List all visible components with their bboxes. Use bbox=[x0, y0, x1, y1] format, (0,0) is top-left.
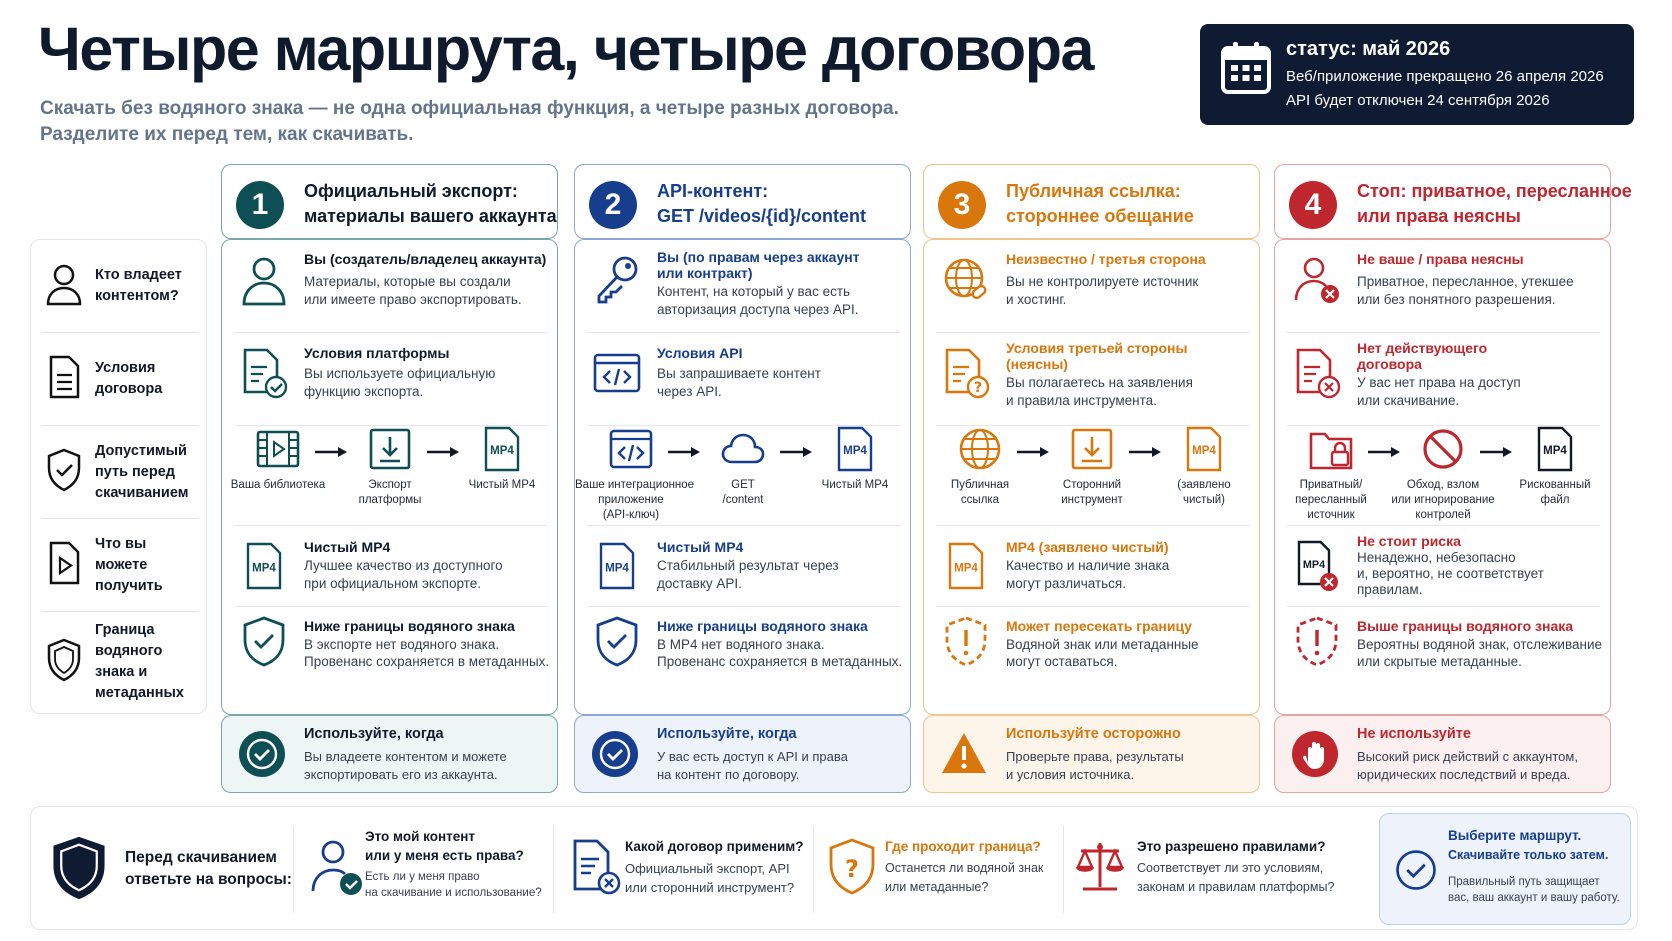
result-desc: Стабильный результат через bbox=[657, 558, 839, 573]
terms-desc: Вы полагаетесь на заявления bbox=[1006, 375, 1193, 390]
question-rights bbox=[301, 807, 551, 931]
flow-label-line: инструмент bbox=[1061, 494, 1123, 506]
scales-icon bbox=[1073, 837, 1127, 897]
route-title: Выберите маршрут. bbox=[1448, 828, 1582, 843]
user-icon bbox=[240, 254, 288, 306]
question-desc: на скачивание и использование? bbox=[365, 887, 542, 899]
route-title-line: материалы вашего аккаунта bbox=[304, 206, 557, 226]
route-header-4 bbox=[1274, 164, 1632, 239]
owner-desc: Контент, на который у вас есть bbox=[657, 284, 851, 299]
criteria-result bbox=[41, 519, 199, 611]
watermark-desc: Вероятны водяной знак, отслеживание bbox=[1357, 637, 1602, 652]
calendar-icon bbox=[1220, 40, 1272, 96]
flow-label-line: Экспорт bbox=[368, 479, 412, 491]
flow-label-line: или игнорирование bbox=[1391, 494, 1495, 506]
globe-icon bbox=[957, 426, 1003, 472]
result-title: MP4 (заявлено чистый) bbox=[1006, 539, 1169, 555]
verdict-desc bbox=[1357, 748, 1578, 784]
flow-step bbox=[1387, 426, 1499, 523]
terms-section bbox=[924, 333, 1261, 425]
route-title bbox=[1006, 179, 1194, 229]
question-title: Где проходит граница? bbox=[885, 839, 1041, 854]
owner-section bbox=[575, 240, 912, 332]
route-title-line: GET /videos/{id}/content bbox=[657, 206, 867, 226]
flow-label-line: Ваше интеграционное bbox=[575, 479, 695, 491]
svg-text:?: ? bbox=[845, 855, 859, 883]
result-desc: могут различаться. bbox=[1006, 576, 1126, 591]
shield-check-icon bbox=[593, 615, 641, 667]
result-desc: Ненадежно, небезопасно bbox=[1357, 550, 1516, 565]
prohibited-icon bbox=[1420, 426, 1466, 472]
terms-title: (неясны) bbox=[1006, 356, 1068, 372]
owner-desc: Приватное, пересланное, утекшее bbox=[1357, 274, 1574, 289]
flow-label-line: /content bbox=[722, 494, 764, 506]
result-desc: Качество и наличие знака bbox=[1006, 558, 1170, 573]
svg-text:MP4: MP4 bbox=[843, 445, 867, 458]
owner-desc: авторизация доступа через API. bbox=[657, 302, 859, 317]
terms-desc: или скачивание. bbox=[1357, 393, 1460, 408]
verdict-desc-line: юридических последствий и вреда. bbox=[1357, 767, 1571, 782]
route-verdict-2 bbox=[574, 715, 911, 793]
owner-desc: Материалы, которые вы создали bbox=[304, 274, 511, 289]
check-circle-icon bbox=[591, 730, 639, 778]
terms-title: Условия API bbox=[657, 345, 743, 361]
svg-text:MP4: MP4 bbox=[1192, 445, 1216, 458]
result-section bbox=[222, 526, 559, 606]
choose-route-callout bbox=[1379, 813, 1631, 925]
watermark-section bbox=[924, 607, 1261, 715]
route-header-1 bbox=[221, 164, 558, 239]
flow-step-label bbox=[1499, 478, 1611, 508]
route-title-line: API-контент: bbox=[657, 181, 769, 201]
criteria-path bbox=[41, 426, 199, 518]
terms-desc: У вас нет права на доступ bbox=[1357, 375, 1521, 390]
svg-text:MP4: MP4 bbox=[490, 445, 514, 458]
check-circle-icon bbox=[238, 730, 286, 778]
mp4-file-x-icon bbox=[1293, 540, 1341, 592]
mp4-file-icon bbox=[1181, 426, 1227, 472]
flow-step-label bbox=[1036, 478, 1148, 508]
result-desc: правилам. bbox=[1357, 582, 1423, 597]
status-line: Веб/приложение прекращено 26 апреля 2026 bbox=[1286, 68, 1604, 85]
flow-label-line: платформы bbox=[358, 494, 422, 506]
video-file-icon bbox=[45, 541, 83, 585]
shield-alert-icon bbox=[1293, 615, 1341, 667]
result-title: Чистый MP4 bbox=[304, 539, 391, 555]
criteria-label: Допустимый путь перед скачиванием bbox=[95, 442, 189, 501]
result-section bbox=[1275, 526, 1612, 606]
criteria-label: Условия договора bbox=[95, 360, 163, 397]
verdict-desc-line: Проверьте права, результаты bbox=[1006, 749, 1184, 764]
question-title: Какой договор применим? bbox=[625, 839, 804, 854]
flow-label-line: Обход, взлом bbox=[1406, 479, 1480, 491]
verdict-desc-line: Высокий риск действий с аккаунтом, bbox=[1357, 749, 1578, 764]
result-section bbox=[924, 526, 1261, 606]
watermark-desc: или скрытые метаданные. bbox=[1357, 654, 1522, 669]
route-flow bbox=[575, 426, 912, 536]
watermark-desc: В MP4 нет водяного знака. bbox=[657, 637, 825, 652]
route-verdict-1 bbox=[221, 715, 558, 793]
verdict-title: Не используйте bbox=[1357, 726, 1471, 742]
flow-label-line: ссылка bbox=[960, 494, 1000, 506]
flow-step-label bbox=[446, 478, 558, 493]
shield-alert-icon bbox=[942, 615, 990, 667]
route-flow bbox=[222, 426, 559, 536]
question-desc: или метаданные? bbox=[885, 880, 989, 894]
route-body-1 bbox=[221, 239, 558, 715]
watermark-desc: В экспорте нет водяного знака. bbox=[304, 637, 500, 652]
route-line: Скачивайте только затем. bbox=[1448, 848, 1609, 862]
flow-label-line: (заявлено bbox=[1177, 479, 1231, 491]
watermark-section bbox=[575, 607, 912, 715]
mp4-file-icon bbox=[942, 540, 990, 592]
flow-step-label bbox=[1148, 478, 1260, 508]
cloud-icon bbox=[720, 426, 766, 472]
watermark-section bbox=[222, 607, 559, 715]
flow-label-line: Чистый MP4 bbox=[468, 479, 536, 491]
flow-step bbox=[222, 426, 334, 493]
route-flow bbox=[924, 426, 1261, 536]
download-icon bbox=[1069, 426, 1115, 472]
flow-label-line: Чистый MP4 bbox=[821, 479, 889, 491]
checklist-intro bbox=[45, 807, 295, 931]
svg-text:MP4: MP4 bbox=[605, 562, 629, 575]
shield-check-icon bbox=[240, 615, 288, 667]
svg-text:MP4: MP4 bbox=[1543, 445, 1567, 458]
question-desc: Официальный экспорт, API bbox=[625, 861, 790, 876]
shield-icon bbox=[49, 833, 109, 903]
flow-step-label bbox=[575, 478, 695, 523]
document-question-icon bbox=[942, 347, 990, 399]
flow-label-line: (API-ключ) bbox=[602, 509, 660, 521]
user-check-icon bbox=[309, 837, 363, 897]
route-header-2 bbox=[574, 164, 911, 239]
flow-label-line: приложение bbox=[598, 494, 664, 506]
owner-title: или контракт) bbox=[657, 265, 753, 281]
flow-step-label bbox=[222, 478, 334, 493]
criteria-column bbox=[30, 239, 207, 714]
verdict-desc-line: на контент по договору. bbox=[657, 767, 800, 782]
flow-step-label bbox=[334, 478, 446, 508]
terms-section bbox=[1275, 333, 1612, 425]
flow-label-line: Сторонний bbox=[1062, 479, 1122, 491]
owner-title: Не ваше / права неясны bbox=[1357, 251, 1524, 267]
flow-step bbox=[687, 426, 799, 508]
svg-text:?: ? bbox=[973, 380, 983, 396]
flow-label-line: контролей bbox=[1415, 509, 1471, 521]
terms-section bbox=[222, 333, 559, 425]
question-desc: Соответствует ли это условиям, bbox=[1137, 861, 1324, 875]
route-desc: вас, ваш аккаунт и вашу работу. bbox=[1448, 892, 1620, 904]
checklist-intro-line: Перед скачиванием bbox=[125, 849, 277, 866]
question-desc: Останется ли водяной знак bbox=[885, 861, 1044, 875]
question-desc: Есть ли у меня право bbox=[365, 871, 480, 883]
flow-step bbox=[799, 426, 911, 493]
watermark-title: Выше границы водяного знака bbox=[1357, 618, 1574, 634]
checklist-intro-line: ответьте на вопросы: bbox=[125, 871, 292, 888]
flow-step bbox=[1275, 426, 1387, 523]
shield-icon bbox=[45, 638, 83, 682]
flow-label-line: Публичная bbox=[950, 479, 1010, 491]
flow-label-line: источник bbox=[1307, 509, 1355, 521]
question-desc: законам и правилам платформы? bbox=[1137, 880, 1335, 894]
document-x-icon bbox=[569, 837, 623, 897]
verdict-desc bbox=[1006, 748, 1184, 784]
flow-label-line: Рискованный bbox=[1519, 479, 1591, 491]
owner-section bbox=[222, 240, 559, 332]
flow-label-line: файл bbox=[1540, 494, 1570, 506]
page-title: Четыре маршрута, четыре договора bbox=[38, 15, 1093, 83]
terms-section bbox=[575, 333, 912, 425]
watermark-desc: Провенанс сохраняется в метаданных. bbox=[657, 654, 903, 669]
check-circle-icon bbox=[1394, 848, 1438, 892]
owner-title: Неизвестно / третья сторона bbox=[1006, 251, 1206, 267]
verdict-desc-line: У вас есть доступ к API и права bbox=[657, 749, 848, 764]
flow-step bbox=[924, 426, 1036, 508]
verdict-title: Используйте, когда bbox=[304, 726, 444, 742]
owner-desc: и хостинг. bbox=[1006, 292, 1067, 307]
owner-section bbox=[1275, 240, 1612, 332]
flow-step bbox=[1499, 426, 1611, 508]
terms-title: Нет действующего bbox=[1357, 340, 1488, 356]
result-desc: доставку API. bbox=[657, 576, 742, 591]
watermark-desc: могут оставаться. bbox=[1006, 654, 1118, 669]
criteria-owner bbox=[41, 240, 199, 332]
owner-title: Вы (создатель/владелец аккаунта) bbox=[304, 251, 547, 267]
watermark-title: Ниже границы водяного знака bbox=[304, 618, 515, 634]
verdict-desc-line: экспортировать его из аккаунта. bbox=[304, 767, 498, 782]
route-title bbox=[1357, 179, 1632, 229]
stop-hand-icon bbox=[1291, 730, 1339, 778]
flow-step-label bbox=[687, 478, 799, 508]
watermark-desc: Водяной знак или метаданные bbox=[1006, 637, 1199, 652]
folder-lock-icon bbox=[1308, 426, 1354, 472]
warning-icon bbox=[940, 730, 988, 778]
route-title-line: стороннее обещание bbox=[1006, 206, 1194, 226]
mp4-file-icon bbox=[832, 426, 878, 472]
flow-step bbox=[1036, 426, 1148, 508]
watermark-section bbox=[1275, 607, 1612, 715]
criteria-watermark bbox=[41, 612, 199, 712]
owner-section bbox=[924, 240, 1261, 332]
terms-desc: функцию экспорта. bbox=[304, 384, 424, 399]
document-x-icon bbox=[1293, 347, 1341, 399]
owner-desc: Вы не контролируете источник bbox=[1006, 274, 1199, 289]
document-icon bbox=[45, 355, 83, 399]
owner-desc: или без понятного разрешения. bbox=[1357, 292, 1556, 307]
terms-title: Условия третьей стороны bbox=[1006, 340, 1188, 356]
route-title-line: Публичная ссылка: bbox=[1006, 181, 1181, 201]
flow-step-label bbox=[1387, 478, 1499, 523]
result-title: Чистый MP4 bbox=[657, 539, 744, 555]
flow-step-label bbox=[1275, 478, 1387, 523]
route-header-3 bbox=[923, 164, 1260, 239]
criteria-label: Кто владеет контентом? bbox=[95, 267, 182, 304]
flow-step bbox=[1148, 426, 1260, 508]
verdict-desc-line: и условия источника. bbox=[1006, 767, 1135, 782]
route-title bbox=[304, 179, 557, 229]
route-number: 1 bbox=[236, 181, 284, 229]
verdict-title: Используйте, когда bbox=[657, 726, 797, 742]
route-body-2 bbox=[574, 239, 911, 715]
result-desc: Лучшее качество из доступного bbox=[304, 558, 503, 573]
route-flow bbox=[1275, 426, 1612, 536]
subtitle-line: Скачать без водяного знака — не одна официальная функция, а четыре разных договора. bbox=[40, 98, 899, 119]
flow-step-label bbox=[924, 478, 1036, 508]
watermark-desc: Провенанс сохраняется в метаданных. bbox=[304, 654, 550, 669]
result-section bbox=[575, 526, 912, 606]
status-panel bbox=[1200, 24, 1634, 125]
route-number: 4 bbox=[1289, 181, 1337, 229]
result-title: Не стоит риска bbox=[1357, 533, 1461, 549]
verdict-desc bbox=[304, 748, 507, 784]
shield-question-icon bbox=[825, 837, 879, 897]
question-title: Это мой контент bbox=[365, 829, 476, 844]
user-icon bbox=[45, 262, 83, 306]
terms-desc: Вы используете официальную bbox=[304, 366, 496, 381]
flow-step bbox=[446, 426, 558, 493]
terms-desc: через API. bbox=[657, 384, 722, 399]
route-desc: Правильный путь защищает bbox=[1448, 876, 1600, 888]
flow-label-line: GET bbox=[731, 479, 755, 491]
terms-desc: Вы запрашиваете контент bbox=[657, 366, 821, 381]
result-desc: при официальном экспорте. bbox=[304, 576, 481, 591]
route-title bbox=[657, 179, 866, 229]
svg-text:MP4: MP4 bbox=[1302, 559, 1326, 572]
question-contract bbox=[561, 807, 811, 931]
film-icon bbox=[255, 426, 301, 472]
criteria-label: Что вы можете получить bbox=[95, 535, 163, 594]
route-body-4 bbox=[1274, 239, 1611, 715]
status-heading: статус: май 2026 bbox=[1286, 38, 1451, 60]
mp4-file-icon bbox=[240, 540, 288, 592]
document-check-icon bbox=[240, 347, 288, 399]
page-subtitle bbox=[40, 96, 1040, 148]
mp4-file-icon bbox=[479, 426, 525, 472]
criteria-label: Граница водяного знака и метаданных bbox=[95, 622, 184, 701]
download-icon bbox=[367, 426, 413, 472]
route-title-line: или права неясны bbox=[1357, 206, 1521, 226]
terms-title: договора bbox=[1357, 356, 1422, 372]
svg-text:MP4: MP4 bbox=[252, 562, 276, 575]
checklist-bar bbox=[30, 806, 1638, 930]
criteria-terms bbox=[41, 333, 199, 425]
route-title-line: Официальный экспорт: bbox=[304, 181, 518, 201]
question-title: или у меня есть права? bbox=[365, 848, 524, 863]
route-title-line: Стоп: приватное, пересланное bbox=[1357, 181, 1632, 201]
globe-link-icon bbox=[942, 254, 990, 306]
watermark-title: Может пересекать границу bbox=[1006, 618, 1192, 634]
watermark-title: Ниже границы водяного знака bbox=[657, 618, 868, 634]
route-verdict-3 bbox=[923, 715, 1260, 793]
svg-text:MP4: MP4 bbox=[954, 562, 978, 575]
flow-step bbox=[575, 426, 695, 523]
terms-title: Условия платформы bbox=[304, 345, 450, 361]
shield-check-icon bbox=[45, 448, 83, 492]
verdict-desc bbox=[657, 748, 848, 784]
status-line: API будет отключен 24 сентября 2026 bbox=[1286, 92, 1550, 109]
question-boundary bbox=[821, 807, 1071, 931]
route-number: 3 bbox=[938, 181, 986, 229]
user-x-icon bbox=[1293, 254, 1341, 306]
result-desc: и, вероятно, не соответствует bbox=[1357, 566, 1544, 581]
code-window-icon bbox=[608, 426, 654, 472]
flow-label-line: Приватный/ bbox=[1299, 479, 1363, 491]
flow-step-label bbox=[799, 478, 911, 493]
mp4-file-icon bbox=[593, 540, 641, 592]
flow-step bbox=[334, 426, 446, 508]
terms-desc: и правила инструмента. bbox=[1006, 393, 1157, 408]
route-number: 2 bbox=[589, 181, 637, 229]
flow-label-line: Ваша библиотека bbox=[230, 479, 326, 491]
owner-desc: или имеете право экспортировать. bbox=[304, 292, 522, 307]
owner-title: Вы (по правам через аккаунт bbox=[657, 249, 860, 265]
question-title: Это разрешено правилами? bbox=[1137, 839, 1326, 854]
mp4-file-icon bbox=[1532, 426, 1578, 472]
route-body-3 bbox=[923, 239, 1260, 715]
flow-label-line: пересланный bbox=[1295, 494, 1367, 506]
flow-label-line: чистый) bbox=[1183, 494, 1225, 506]
route-verdict-4 bbox=[1274, 715, 1611, 793]
key-icon bbox=[593, 254, 641, 306]
verdict-desc-line: Вы владеете контентом и можете bbox=[304, 749, 507, 764]
question-desc: или сторонний инструмент? bbox=[625, 880, 795, 895]
code-window-icon bbox=[593, 347, 641, 399]
verdict-title: Используйте осторожно bbox=[1006, 726, 1181, 742]
question-rules bbox=[1067, 807, 1377, 931]
subtitle-line: Разделите их перед тем, как скачивать. bbox=[40, 124, 414, 145]
